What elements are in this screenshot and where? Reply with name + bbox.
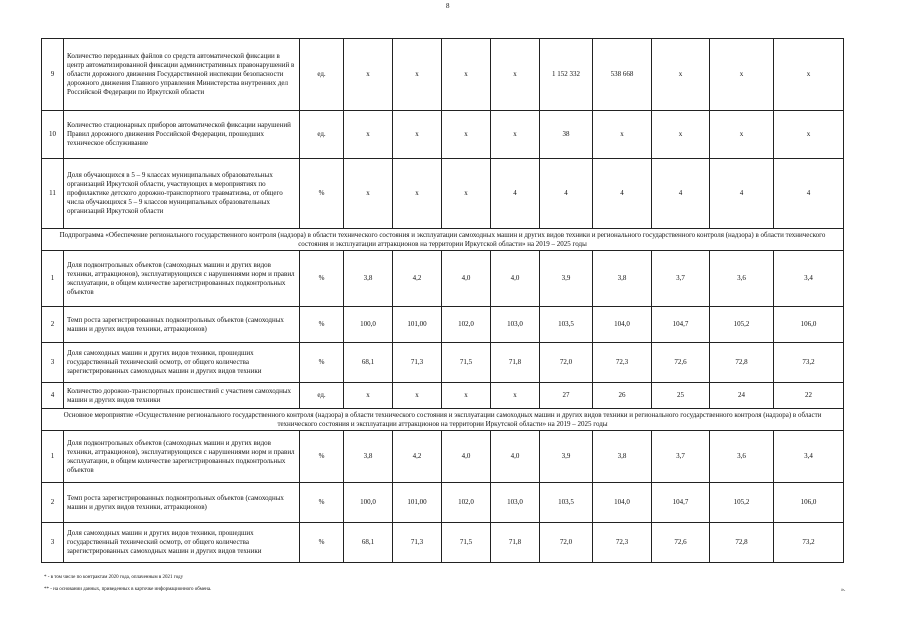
value-cell: 73,2: [774, 523, 844, 563]
value-cell: 22: [774, 383, 844, 409]
table-row: [42, 39, 844, 111]
value-cell: 72,3: [593, 523, 652, 563]
value-cell: х: [491, 39, 540, 111]
value-cell: 4,0: [491, 431, 540, 483]
value-cell: 73,2: [774, 343, 844, 383]
value-cell: 24: [710, 383, 774, 409]
row-number: 1: [42, 431, 64, 483]
value-cell: х: [442, 383, 491, 409]
unit-cell: %: [300, 483, 344, 523]
value-cell: 3,6: [710, 431, 774, 483]
value-cell: х: [710, 39, 774, 111]
value-cell: 68,1: [344, 523, 393, 563]
value-cell: 25: [652, 383, 710, 409]
unit-cell: ед.: [300, 39, 344, 111]
value-cell: 4,0: [442, 431, 491, 483]
value-cell: 4: [652, 159, 710, 229]
value-cell: 103,0: [491, 483, 540, 523]
value-cell: 100,0: [344, 307, 393, 343]
value-cell: 3,4: [774, 251, 844, 307]
value-cell: 71,5: [442, 343, 491, 383]
value-cell: х: [710, 111, 774, 159]
value-cell: 3,4: [774, 431, 844, 483]
value-cell: х: [652, 111, 710, 159]
section-heading-row: [42, 409, 844, 431]
value-cell: х: [344, 159, 393, 229]
value-cell: 3,9: [540, 251, 593, 307]
value-cell: 1 152 332: [540, 39, 593, 111]
value-cell: 38: [540, 111, 593, 159]
value-cell: 71,8: [491, 343, 540, 383]
main-activity-heading: Основное мероприятие «Осуществление регионального государственного контроля (надзора) в области технического состояния и эксплуатации самоходных машин и других видов техники и регионального государственного контроля (надзора) в области технического состояния и эксплуатации аттракционов на территории Иркутской области» на 2019 – 2025 годы: [42, 409, 844, 431]
value-cell: 3,9: [540, 431, 593, 483]
value-cell: 106,0: [774, 483, 844, 523]
unit-cell: %: [300, 307, 344, 343]
unit-cell: ед.: [300, 111, 344, 159]
value-cell: 4: [710, 159, 774, 229]
value-cell: 3,8: [344, 251, 393, 307]
section-heading-row: [42, 229, 844, 251]
value-cell: 104,7: [652, 483, 710, 523]
unit-cell: ед.: [300, 383, 344, 409]
value-cell: 102,0: [442, 307, 491, 343]
value-cell: 3,7: [652, 431, 710, 483]
row-number: 11: [42, 159, 64, 229]
value-cell: х: [393, 383, 442, 409]
unit-cell: %: [300, 431, 344, 483]
row-number: 3: [42, 523, 64, 563]
value-cell: 538 668: [593, 39, 652, 111]
table-row: [42, 307, 844, 343]
indicators-table: [41, 38, 844, 563]
value-cell: 68,1: [344, 343, 393, 383]
value-cell: х: [344, 39, 393, 111]
table-row: [42, 383, 844, 409]
value-cell: х: [442, 111, 491, 159]
value-cell: 104,7: [652, 307, 710, 343]
unit-cell: %: [300, 159, 344, 229]
value-cell: 103,0: [491, 307, 540, 343]
indicator-name: Доля самоходных машин и других видов техники, прошедших государственный технический осмотр, от общего количества зарегистрированных самоходных машин и других видов техники: [64, 523, 300, 563]
row-number: 10: [42, 111, 64, 159]
row-number: 1: [42, 251, 64, 307]
row-number: 9: [42, 39, 64, 111]
indicator-name: Доля подконтрольных объектов (самоходных машин и других видов техники, аттракционов), эксплуатирующихся с нарушениями норм и правил эксплуатации, в общем количестве зарегистрированных подконтрольных объектов: [64, 431, 300, 483]
value-cell: х: [442, 39, 491, 111]
value-cell: 4,2: [393, 251, 442, 307]
table-row: [42, 483, 844, 523]
value-cell: х: [652, 39, 710, 111]
table-row: [42, 523, 844, 563]
value-cell: 3,6: [710, 251, 774, 307]
table-row: [42, 111, 844, 159]
value-cell: 72,0: [540, 523, 593, 563]
value-cell: х: [393, 159, 442, 229]
value-cell: х: [491, 111, 540, 159]
value-cell: 4: [491, 159, 540, 229]
table-row: [42, 431, 844, 483]
value-cell: 26: [593, 383, 652, 409]
indicator-name: Количество дорожно-транспортных происшествий с участием самоходных машин и других видов техники: [64, 383, 300, 409]
value-cell: х: [442, 159, 491, 229]
footnote-1: * - в том числе по контрактам 2020 года, оплаченным в 2021 году: [44, 575, 184, 580]
indicator-name: Темп роста зарегистрированных подконтрольных объектов (самоходных машин и других видов техники, аттракционов): [64, 483, 300, 523]
value-cell: х: [393, 111, 442, 159]
indicator-name: Темп роста зарегистрированных подконтрольных объектов (самоходных машин и других видов техники, аттракционов): [64, 307, 300, 343]
value-cell: 3,8: [344, 431, 393, 483]
value-cell: 104,0: [593, 307, 652, 343]
table-row: [42, 343, 844, 383]
indicator-name: Доля самоходных машин и других видов техники, прошедших государственный технический осмотр, от общего количества зарегистрированных самоходных машин и других видов техники: [64, 343, 300, 383]
value-cell: 71,8: [491, 523, 540, 563]
value-cell: 72,3: [593, 343, 652, 383]
value-cell: 4,0: [442, 251, 491, 307]
unit-cell: %: [300, 523, 344, 563]
row-number: 2: [42, 483, 64, 523]
value-cell: 106,0: [774, 307, 844, 343]
row-number: 3: [42, 343, 64, 383]
footnote-2: ** - на основании данных, приведенных в карточке информационного обмена.: [44, 587, 212, 592]
unit-cell: %: [300, 343, 344, 383]
value-cell: 103,5: [540, 483, 593, 523]
value-cell: 72,6: [652, 523, 710, 563]
value-cell: 100,0: [344, 483, 393, 523]
value-cell: х: [593, 111, 652, 159]
indicator-name: Доля подконтрольных объектов (самоходных машин и других видов техники, аттракционов), эксплуатирующихся с нарушениями норм и правил эксплуатации, в общем количестве зарегистрированных подконтрольных объектов: [64, 251, 300, 307]
value-cell: 4,2: [393, 431, 442, 483]
table-row: [42, 159, 844, 229]
value-cell: 4: [774, 159, 844, 229]
value-cell: 27: [540, 383, 593, 409]
indicator-name: Доля обучающихся в 5 – 9 классах муниципальных образовательных организаций Иркутской области, участвующих в мероприятиях по профилактике детского дорожно-транспортного травматизма, от общего числа обучающихся 5 – 9 классов муниципальных образовательных организаций Иркутской области: [64, 159, 300, 229]
value-cell: 72,8: [710, 523, 774, 563]
value-cell: 104,0: [593, 483, 652, 523]
closing-quote: ».: [841, 587, 846, 593]
value-cell: 101,00: [393, 307, 442, 343]
subprogram-heading: Подпрограмма «Обеспечение регионального государственного контроля (надзора) в области технического состояния и эксплуатации самоходных машин и других видов техники и регионального государственного контроля (надзора) в области технического состояния и эксплуатации аттракционов на территории Иркутской области» на 2019 – 2025 годы: [42, 229, 844, 251]
value-cell: 3,8: [593, 251, 652, 307]
value-cell: 105,2: [710, 307, 774, 343]
value-cell: 3,7: [652, 251, 710, 307]
value-cell: 71,3: [393, 523, 442, 563]
row-number: 2: [42, 307, 64, 343]
value-cell: 4: [540, 159, 593, 229]
value-cell: 102,0: [442, 483, 491, 523]
value-cell: х: [774, 111, 844, 159]
table-row: [42, 251, 844, 307]
value-cell: 101,00: [393, 483, 442, 523]
value-cell: 72,0: [540, 343, 593, 383]
value-cell: х: [344, 383, 393, 409]
value-cell: х: [393, 39, 442, 111]
unit-cell: %: [300, 251, 344, 307]
indicator-name: Количество стационарных приборов автоматической фиксации нарушений Правил дорожного движения Российской Федерации, прошедших техническое обслуживание: [64, 111, 300, 159]
value-cell: 72,6: [652, 343, 710, 383]
value-cell: 103,5: [540, 307, 593, 343]
value-cell: 71,5: [442, 523, 491, 563]
value-cell: х: [491, 383, 540, 409]
indicator-name: Количество переданных файлов со средств автоматической фиксации в центр автоматизированной фиксации административных правонарушений в области дорожного движения Государственной инспекции безопасности дорожного движения Главного управления Министерства внутренних дел Российской Федерации по Иркутской области: [64, 39, 300, 111]
value-cell: х: [344, 111, 393, 159]
value-cell: 71,3: [393, 343, 442, 383]
value-cell: х: [774, 39, 844, 111]
value-cell: 3,8: [593, 431, 652, 483]
value-cell: 4,0: [491, 251, 540, 307]
page-number: 8: [446, 2, 450, 10]
row-number: 4: [42, 383, 64, 409]
value-cell: 105,2: [710, 483, 774, 523]
value-cell: 4: [593, 159, 652, 229]
value-cell: 72,8: [710, 343, 774, 383]
